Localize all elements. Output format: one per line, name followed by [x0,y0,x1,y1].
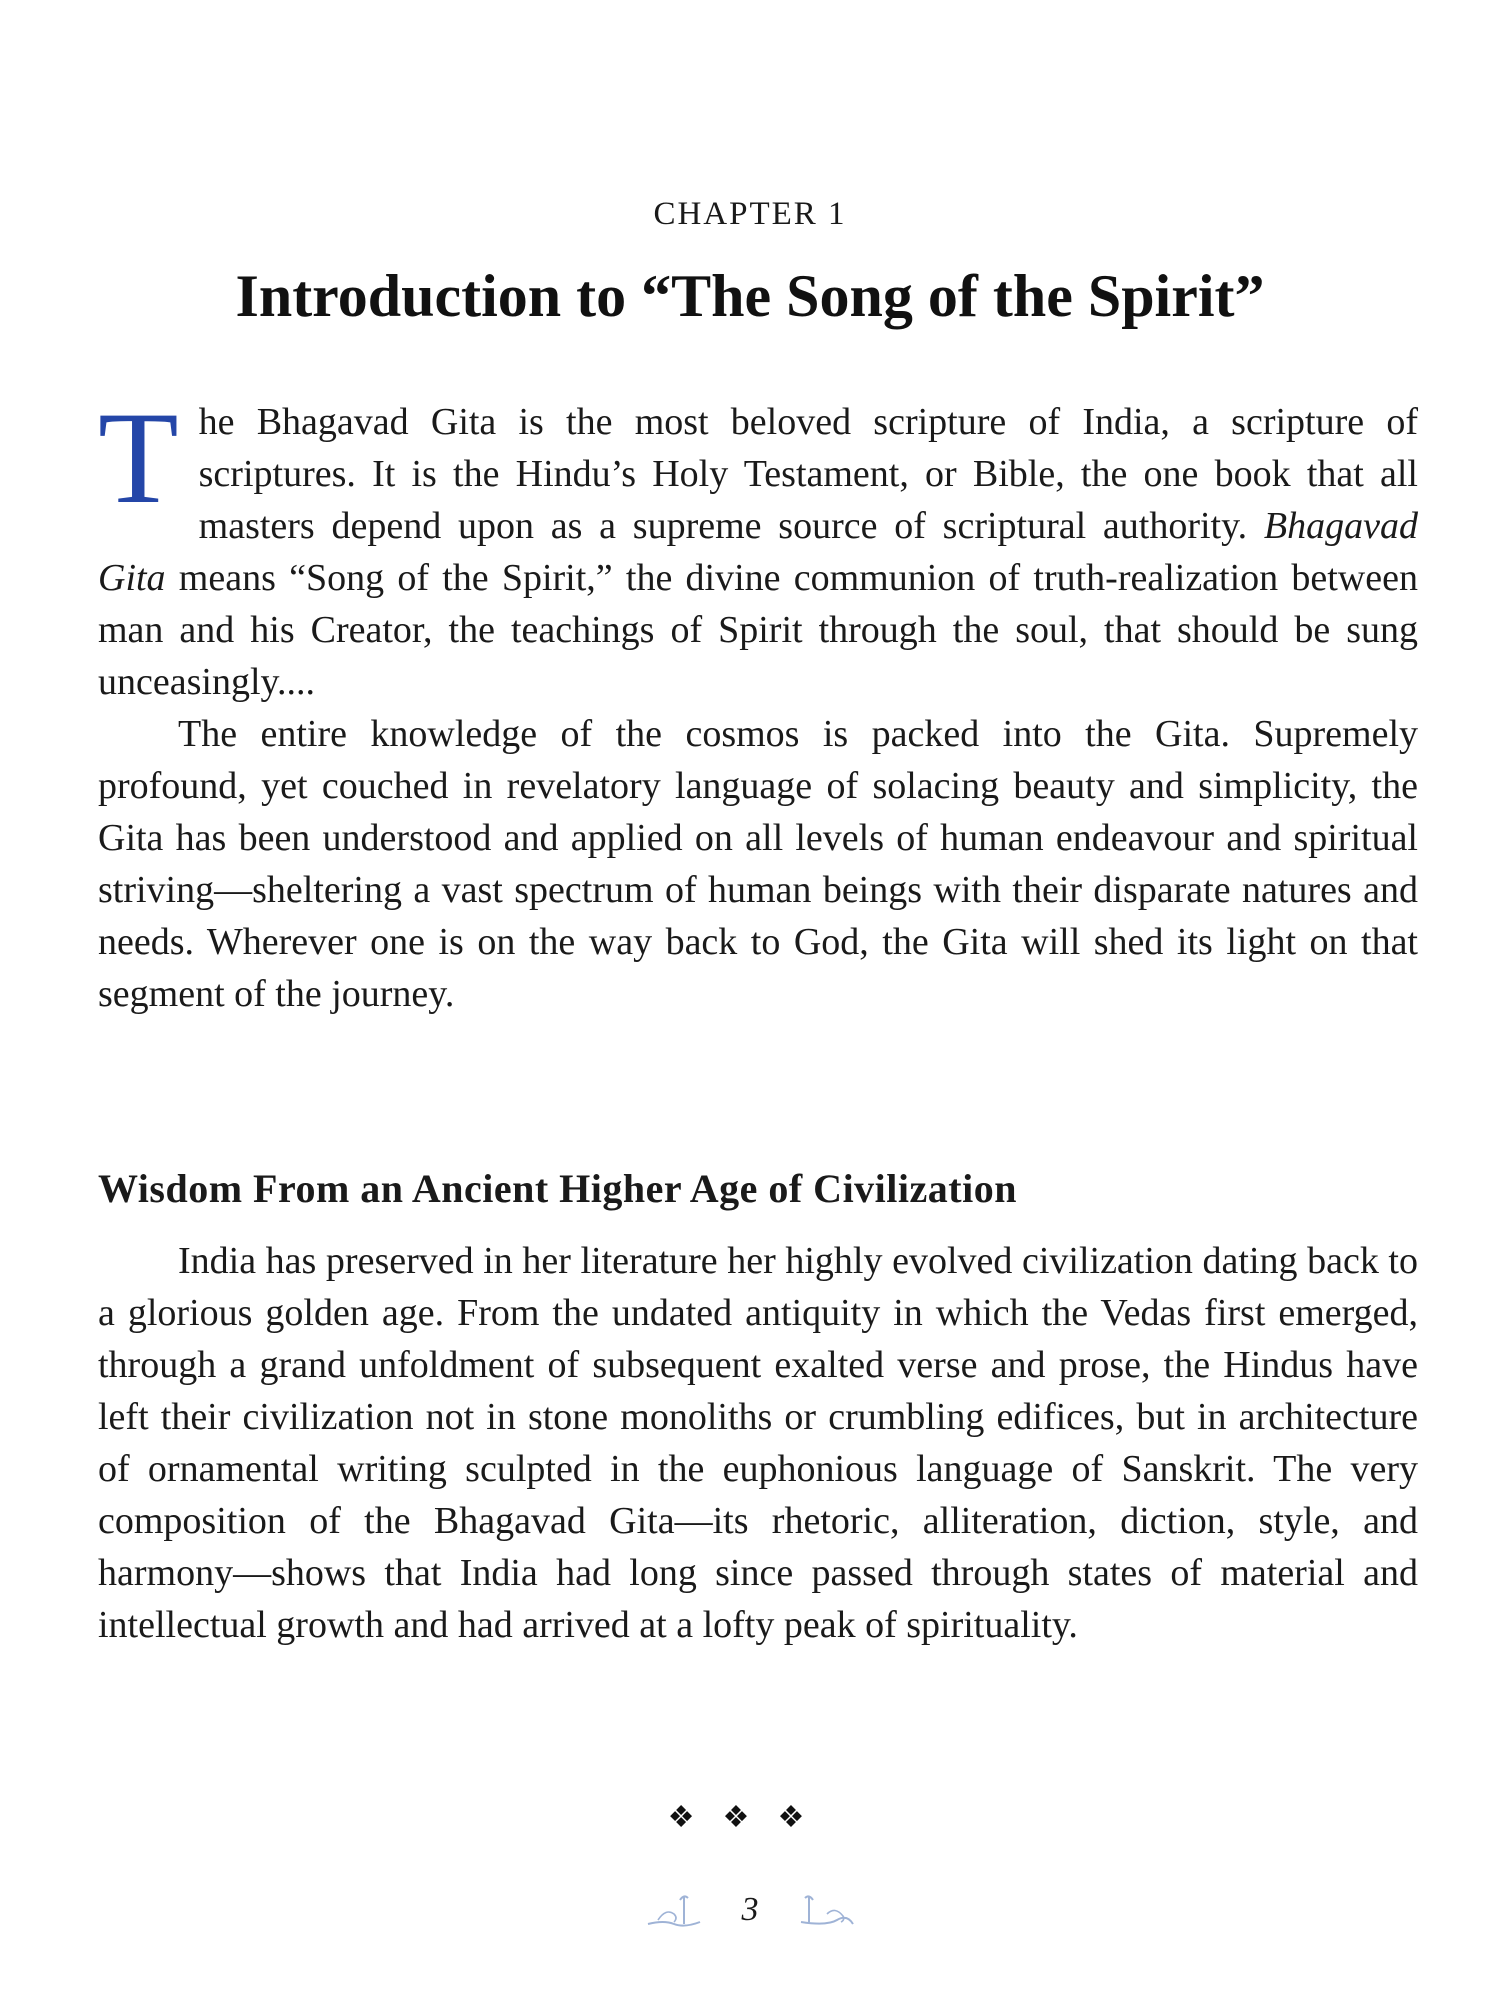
intro-section [98,384,1418,1020]
page-footer [0,1890,1500,1930]
intro-paragraph-2: The entire knowledge of the cosmos is packed into the Gita. Supremely profound, yet couched in revelatory language of solacing beauty and simplicity, the Gita has been understood and applied on all levels of human endeavour and spiritual striving—sheltering a vast spectrum of human beings with their disparate natures and needs. Wherever one is on the way back to God, the Gita will shed its light on that segment of the journey. [98,713,1418,1015]
chapter-title: Introduction to “The Song of the Spirit” [235,263,1265,329]
left-flourish-icon [644,1890,704,1930]
section-end-ornament: ❖❖❖ [667,1801,833,1834]
chapter-label: CHAPTER 1 [653,196,847,232]
wisdom-section [98,1235,1418,1651]
wisdom-paragraph-1: India has preserved in her literature her highly evolved civilization dating back to a glorious golden age. From the undated antiquity in which the Vedas first emerged, through a grand unfoldment of subsequent exalted verse and prose, the Hindus have left their civilization not in stone monoliths or crumbling edifices, but in architecture of ornamental writing sculpted in the euphonious language of Sanskrit. The very composition of the Bhagavad Gita—its rhetoric, alliteration, diction, style, and harmony—shows that India had long since passed through states of material and intellectual growth and had arrived at a lofty peak of spirituality. [98,1240,1418,1646]
book-title-italic: Bhagavad Gita [98,505,1418,599]
right-flourish-icon [797,1890,857,1930]
intro-paragraph-1 [98,384,1418,708]
intro-paragraph-1-text-b: means “Song of the Spirit,” the divine communion of truth-realization between man and his Creator, the teachings of Spirit through the soul, that should be sung unceasingly.... [98,557,1418,703]
drop-cap: T [98,384,179,531]
intro-paragraph-1-text-a: he Bhagavad Gita is the most beloved scripture of India, a scripture of scriptures. It is the Hindu’s Holy Testament, or Bible, the one book that all masters depend upon as a supreme source of scriptural authority. [198,401,1418,547]
page-number: 3 [741,1891,759,1928]
section-heading: Wisdom From an Ancient Higher Age of Civilization [98,1166,1017,1211]
